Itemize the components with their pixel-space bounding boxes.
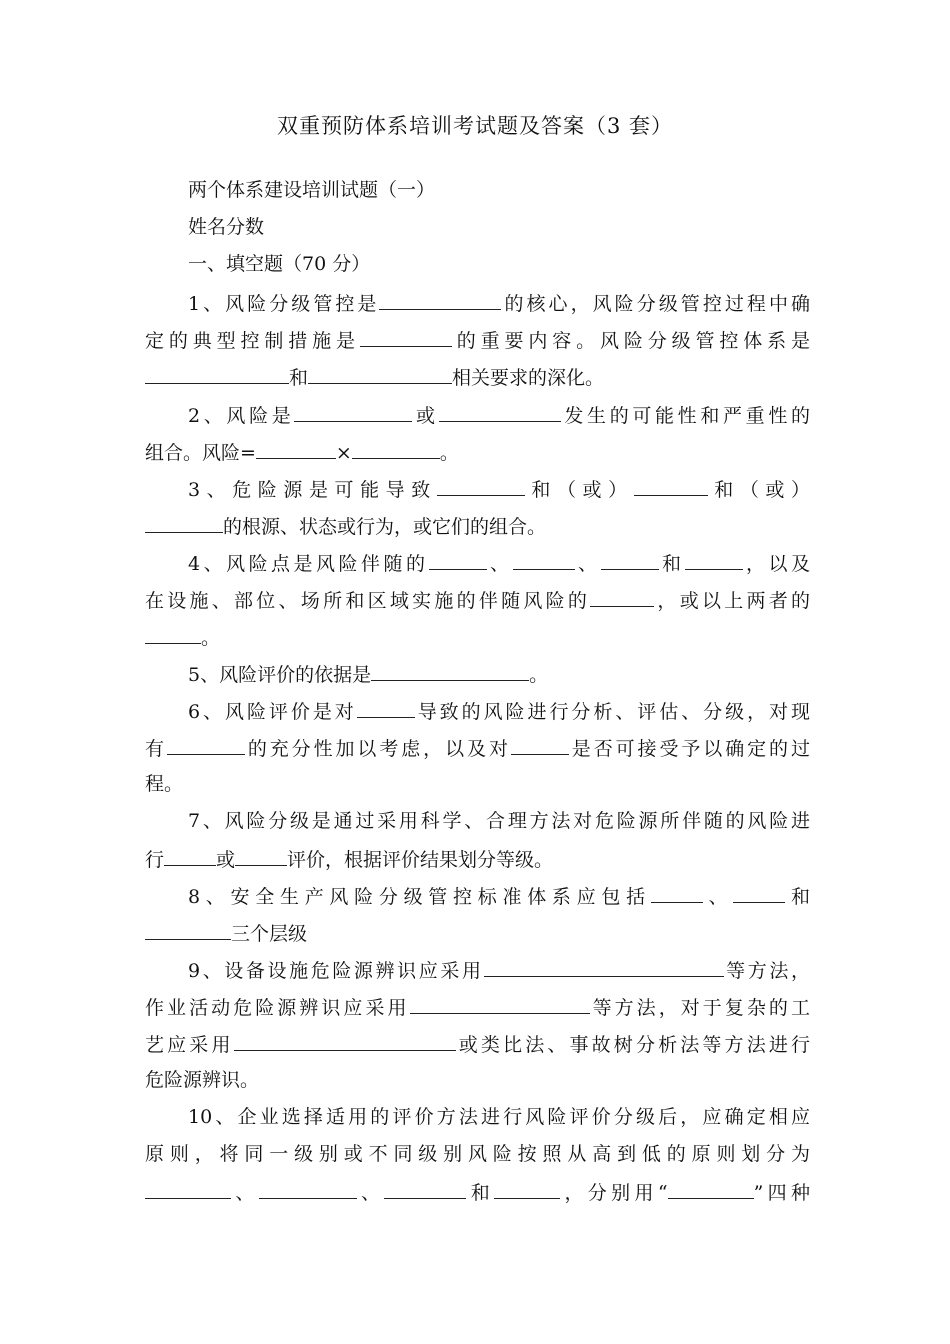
answer-blank[interactable] — [145, 622, 201, 644]
answer-blank[interactable] — [145, 1177, 231, 1199]
answer-blank[interactable] — [256, 437, 336, 459]
answer-blank[interactable] — [634, 474, 708, 496]
question-6-line-3: 程。 — [145, 773, 184, 795]
answer-blank[interactable] — [685, 548, 743, 570]
answer-blank[interactable] — [733, 881, 785, 903]
answer-blank[interactable] — [437, 474, 525, 496]
question-3-line-2: 的根源、状态或行为，或它们的组合。 — [145, 511, 810, 541]
question-9-line-4: 危险源辨识。 — [145, 1069, 260, 1091]
exam-subtitle: 两个体系建设培训试题（一） — [188, 179, 436, 201]
question-4-line-3: 。 — [145, 622, 810, 652]
question-1-line-2: 定的典型控制措施是 的重要内容。风险分级管控体系是 — [145, 325, 810, 355]
name-score-line: 姓名分数 — [188, 216, 265, 238]
answer-blank[interactable] — [379, 288, 501, 310]
answer-blank[interactable] — [410, 992, 590, 1014]
question-4-line-1: 4、风险点是风险伴随的 、 、 和 ，以及 — [188, 548, 810, 578]
answer-blank[interactable] — [439, 400, 561, 422]
question-7-line-1: 7、风险分级是通过采用科学、合理方法对危险源所伴随的风险进 — [188, 810, 810, 832]
answer-blank[interactable] — [235, 844, 287, 866]
answer-blank[interactable] — [601, 548, 659, 570]
question-10-line-3: 、 、 和 ，分别用“ ”四种 — [145, 1177, 810, 1207]
answer-blank[interactable] — [494, 1177, 560, 1199]
section-heading: 一、填空题（70 分） — [188, 253, 371, 275]
question-6-line-2: 有 的充分性加以考虑，以及对 是否可接受予以确定的过 — [145, 733, 810, 763]
answer-blank[interactable] — [145, 511, 223, 533]
answer-blank[interactable] — [357, 696, 415, 718]
answer-blank[interactable] — [360, 325, 452, 347]
question-9-line-1: 9、设备设施危险源辨识应采用 等方法， — [188, 955, 810, 985]
answer-blank[interactable] — [384, 1177, 466, 1199]
answer-blank[interactable] — [511, 733, 569, 755]
answer-blank[interactable] — [234, 1029, 456, 1051]
answer-blank[interactable] — [371, 659, 529, 681]
question-6-line-1: 6、风险评价是对 导致的风险进行分析、评估、分级，对现 — [188, 696, 810, 726]
question-8-line-2: 三个层级 — [145, 918, 810, 948]
question-3-line-1: 3、危险源是可能导致 和（或） 和（或） — [188, 474, 810, 504]
answer-blank[interactable] — [484, 955, 724, 977]
answer-blank[interactable] — [513, 548, 575, 570]
answer-blank[interactable] — [308, 362, 452, 384]
question-2-line-1: 2、风险是 或 发生的可能性和严重性的 — [188, 400, 810, 430]
question-1-line-3: 和 相关要求的深化。 — [145, 362, 810, 392]
answer-blank[interactable] — [145, 918, 231, 940]
answer-blank[interactable] — [352, 437, 440, 459]
question-5-line-1: 5、风险评价的依据是 。 — [188, 659, 810, 689]
question-10-line-1: 10、企业选择适用的评价方法进行风险评价分级后，应确定相应 — [188, 1106, 810, 1128]
question-9-line-2: 作业活动危险源辨识应采用 等方法，对于复杂的工 — [145, 992, 810, 1022]
document-title: 双重预防体系培训考试题及答案（3 套） — [276, 114, 674, 138]
question-8-line-1: 8、安全生产风险分级管控标准体系应包括 、 和 — [188, 881, 810, 911]
question-7-line-2: 行 或 评价，根据评价结果划分等级。 — [145, 844, 810, 874]
answer-blank[interactable] — [668, 1177, 754, 1199]
answer-blank[interactable] — [164, 844, 216, 866]
answer-blank[interactable] — [167, 733, 245, 755]
question-4-line-2: 在设施、部位、场所和区域实施的伴随风险的 ，或以上两者的 — [145, 585, 810, 615]
question-9-line-3: 艺应采用 或类比法、事故树分析法等方法进行 — [145, 1029, 810, 1059]
answer-blank[interactable] — [429, 548, 487, 570]
answer-blank[interactable] — [145, 362, 289, 384]
question-2-line-2: 组合。风险= × 。 — [145, 437, 810, 467]
answer-blank[interactable] — [294, 400, 412, 422]
answer-blank[interactable] — [590, 585, 654, 607]
answer-blank[interactable] — [651, 881, 703, 903]
question-1-line-1: 1、风险分级管控是 的核心，风险分级管控过程中确 — [188, 288, 810, 318]
answer-blank[interactable] — [259, 1177, 357, 1199]
question-10-line-2: 原则，将同一级别或不同级别风险按照从高到低的原则划分为 — [145, 1143, 810, 1165]
